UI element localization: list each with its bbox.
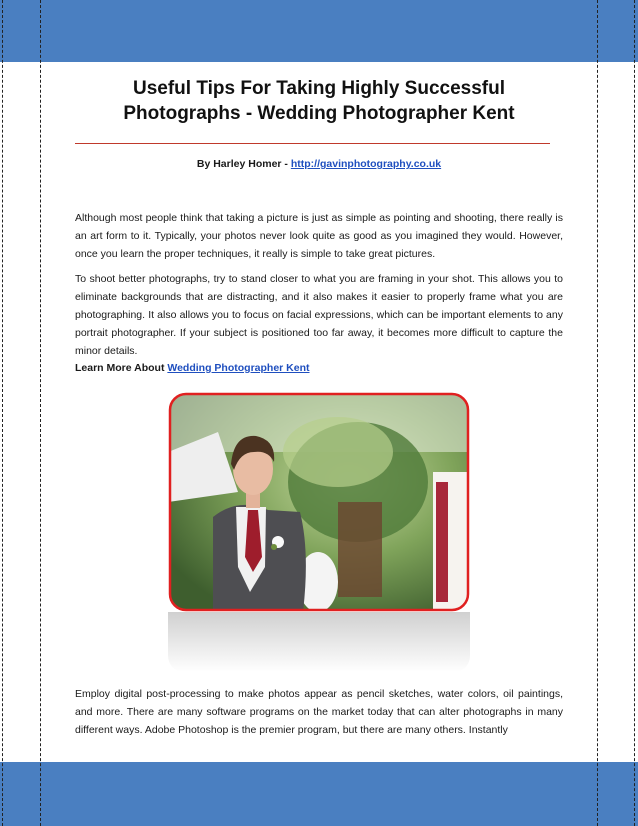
page-border-left-inner xyxy=(40,0,41,826)
title-divider xyxy=(75,143,550,144)
header-band xyxy=(0,0,638,62)
wedding-photo xyxy=(168,392,470,612)
page-border-right-inner xyxy=(597,0,598,826)
author-url-link[interactable]: http://gavinphotography.co.uk xyxy=(290,158,442,170)
paragraph-closer: To shoot better photographs, try to stand closer to what you are framing in your shot. This allows you to eliminate backgrounds that are distracting, and it also makes it easier to properly frame what you are photographing. It also allows you to focus on facial expressions, which can be important elements to any portrait photographer. If your subject is positioned too far away, it becomes more difficult to capture the minor details. xyxy=(75,273,563,357)
author-label: By Harley Homer - xyxy=(196,158,291,170)
page-border-left-outer xyxy=(2,0,3,826)
photo-reflection xyxy=(168,612,470,672)
paragraph-intro: Although most people think that taking a picture is just as simple as pointing and shooting, there really is an art form to it. Typically, your photos never look quite as good as you imagined they would. However, once you learn the proper techniques, it really is simple to take great pictures. xyxy=(75,212,563,260)
page-title: Useful Tips For Taking Highly Successful Photographs - Wedding Photographer Kent xyxy=(123,78,515,124)
page-border-right-outer xyxy=(634,0,635,826)
footer-band xyxy=(0,762,638,826)
paragraph-post-processing: Employ digital post-processing to make photos appear as pencil sketches, water colors, oil paintings, and more. There are many software programs on the market today that can alter photographs in many different ways. Adobe Photoshop is the premier program, but there are many others. Instantly xyxy=(75,688,563,736)
learn-more-label: Learn More About xyxy=(75,362,168,374)
byline xyxy=(75,158,563,170)
learn-more xyxy=(75,362,310,374)
learn-more-link[interactable]: Wedding Photographer Kent xyxy=(167,362,310,374)
